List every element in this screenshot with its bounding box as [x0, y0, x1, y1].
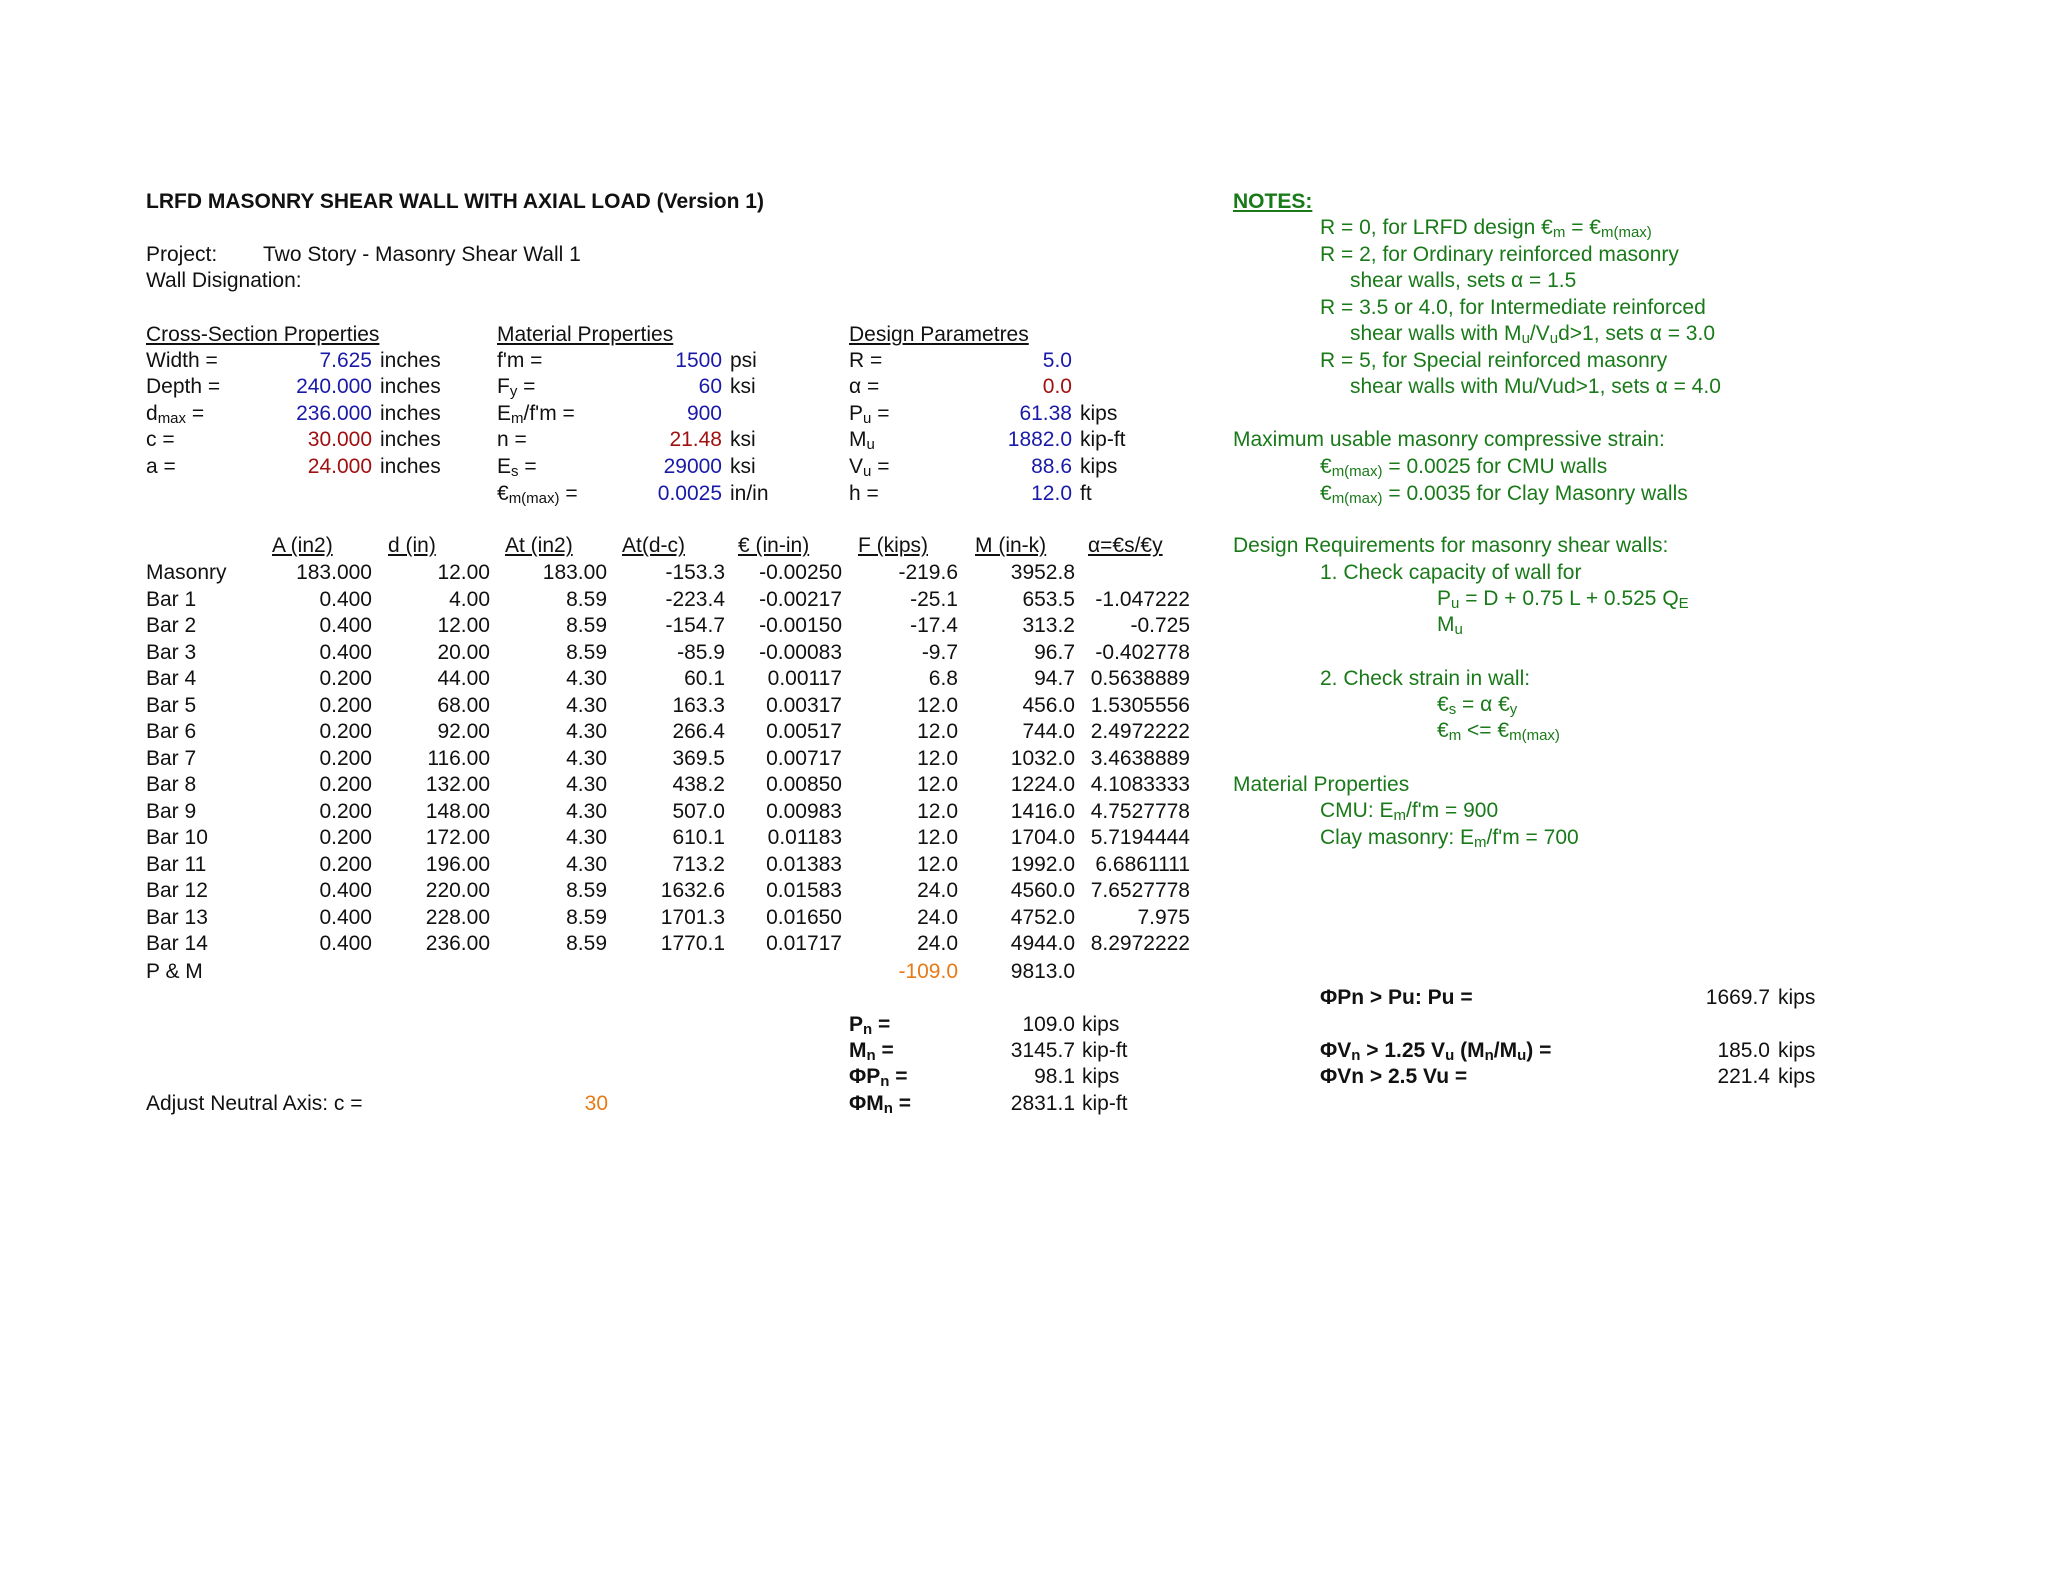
table-cell: 744.0 — [1022, 720, 1075, 743]
table-cell: 1770.1 — [660, 932, 725, 955]
table-cell: 116.00 — [427, 746, 490, 770]
table-cell: 236.00 — [425, 932, 490, 955]
table-row-label: Bar 4 — [146, 667, 197, 690]
table-cell: 4.00 — [449, 587, 490, 611]
table-cell: 0.200 — [319, 773, 372, 796]
n-label: n = — [497, 428, 527, 451]
em-max-unit: in/in — [730, 482, 769, 505]
table-cell: 24.0 — [917, 905, 958, 929]
table-cell: 44.00 — [437, 667, 490, 690]
requirement-1-mu: $M_u$ — [1437, 613, 1463, 638]
table-cell: 148.00 — [425, 799, 490, 823]
table-cell: 0.00317 — [766, 693, 842, 717]
table-cell: 6.6861111 — [1095, 852, 1190, 876]
table-cell: 1704.0 — [1010, 826, 1075, 849]
design-heading: Design Parametres — [849, 323, 1029, 346]
table-cell: 172.00 — [425, 826, 490, 849]
table-cell: 6.8 — [928, 667, 958, 690]
table-cell: 24.0 — [917, 879, 958, 902]
requirements-heading: Design Requirements for masonry shear walls: — [1233, 534, 1669, 557]
table-cell: -223.4 — [665, 587, 725, 611]
table-cell: 0.200 — [319, 667, 372, 690]
table-cell: -0.00217 — [759, 587, 842, 611]
table-cell: 12.0 — [917, 826, 958, 849]
table-cell: 1.5305556 — [1090, 693, 1190, 717]
notes-material-clay: Clay masonry: $E_m/f'm = 700$ — [1320, 826, 1579, 851]
table-cell: 4.7527778 — [1090, 799, 1190, 823]
es-unit: ksi — [730, 455, 756, 478]
strain-clay: $€_{m(max)} = 0.0035$ for Clay Masonry walls — [1320, 482, 1688, 507]
requirement-1-equation: $P_u = D + 0.75$ L + 0.525 $Q_E$ — [1437, 587, 1689, 612]
notes-material-cmu: CMU: $E_m/f'm = 900$ — [1320, 799, 1499, 824]
page-title: LRFD MASONRY SHEAR WALL WITH AXIAL LOAD (Version 1) — [146, 190, 764, 213]
adjust-neutral-axis-label: Adjust Neutral Axis: c = — [146, 1092, 363, 1115]
width-unit: inches — [380, 349, 441, 372]
table-row-label: Bar 13 — [146, 905, 208, 929]
table-cell: 0.200 — [319, 799, 372, 823]
table-cell: 12.0 — [917, 799, 958, 823]
table-row-label: Bar 7 — [146, 746, 197, 770]
table-cell: 0.00717 — [766, 746, 842, 770]
table-cell: 0.400 — [319, 932, 372, 955]
check-shear-1-unit: kips — [1778, 1039, 1816, 1062]
table-cell: 0.200 — [319, 852, 372, 876]
table-cell: -0.402778 — [1095, 640, 1190, 664]
pm-force: -109.0 — [898, 960, 958, 983]
table-cell: 8.59 — [566, 905, 607, 929]
es-label: $E_s$ = — [497, 455, 537, 480]
c-value: 30.000 — [307, 428, 372, 451]
fy-value[interactable]: 60 — [698, 375, 722, 398]
table-cell: 4.30 — [566, 720, 607, 743]
dmax-label: $d_{max}$ = — [146, 402, 205, 427]
table-cell: -25.1 — [910, 587, 958, 611]
mn-label: $M_n$ = — [849, 1039, 894, 1064]
table-header: F (kips) — [858, 534, 928, 557]
table-cell: 12.00 — [437, 614, 490, 637]
table-cell: -153.3 — [665, 561, 725, 584]
table-cell: 4.30 — [566, 667, 607, 690]
table-cell: 5.7194444 — [1090, 826, 1190, 849]
table-cell: 0.00117 — [767, 667, 842, 690]
phi-pn-unit: kips — [1082, 1065, 1120, 1088]
table-cell: 7.975 — [1137, 905, 1190, 929]
table-cell: 313.2 — [1022, 614, 1075, 637]
note-r0: R = 0, for LRFD design $€_m$ = $€_{m(max)}$ — [1320, 216, 1652, 241]
mn-unit: kip-ft — [1082, 1039, 1128, 1062]
table-cell: 0.400 — [319, 905, 372, 929]
width-label: Width = — [146, 349, 218, 372]
table-row-label: Bar 11 — [146, 852, 207, 876]
fy-label: $F_y$ = — [497, 375, 536, 400]
cross-section-heading: Cross-Section Properties — [146, 323, 380, 346]
dmax-value[interactable]: 236.000 — [296, 402, 372, 425]
pm-label: P & M — [146, 960, 203, 983]
table-cell: 0.5638889 — [1090, 667, 1190, 690]
table-cell: 8.59 — [566, 879, 607, 902]
alpha-label: α = — [849, 375, 880, 398]
table-row-label: Bar 6 — [146, 720, 197, 743]
em-ratio-label: $E_m/f'm$ = — [497, 402, 575, 427]
table-cell: 1032.0 — [1010, 746, 1075, 770]
table-row-label: Bar 3 — [146, 640, 197, 664]
project-value[interactable]: Two Story - Masonry Shear Wall 1 — [263, 243, 581, 266]
table-cell: -0.00150 — [759, 614, 842, 637]
note-r5-line1: R = 5, for Special reinforced masonry — [1320, 349, 1668, 372]
table-cell: 4.30 — [566, 693, 607, 717]
pu-unit: kips — [1080, 402, 1118, 425]
table-row-label: Bar 12 — [146, 879, 208, 902]
c-label: c = — [146, 428, 175, 451]
adjust-neutral-axis-input[interactable]: 30 — [584, 1092, 608, 1115]
requirement-1: 1. Check capacity of wall for — [1320, 561, 1582, 584]
fy-unit: ksi — [730, 375, 756, 398]
table-cell: -85.9 — [677, 640, 725, 664]
table-cell: 1701.3 — [660, 905, 725, 929]
n-value: 21.48 — [669, 428, 722, 451]
check-shear-2-unit: kips — [1778, 1065, 1816, 1088]
strain-cmu: $€_{m(max)} = 0.0025$ for CMU walls — [1320, 455, 1608, 480]
table-cell: 4.30 — [566, 799, 607, 823]
table-cell: 653.5 — [1022, 587, 1075, 611]
phi-mn-label: $\Phi M_n$ = — [849, 1092, 912, 1117]
table-cell: 1416.0 — [1010, 799, 1075, 823]
table-cell: 0.200 — [319, 826, 372, 849]
table-cell: 183.000 — [296, 561, 372, 584]
mu-unit: kip-ft — [1080, 428, 1126, 451]
table-cell: 8.59 — [566, 587, 607, 611]
table-cell: 1992.0 — [1010, 852, 1075, 876]
table-cell: 94.7 — [1034, 667, 1075, 690]
mu-value[interactable]: 1882.0 — [1007, 428, 1072, 451]
table-cell: 0.00850 — [766, 773, 842, 796]
table-cell: 12.0 — [917, 852, 958, 876]
a-unit: inches — [380, 455, 441, 478]
check-axial-value: 1669.7 — [1705, 986, 1770, 1009]
note-r35-line1: R = 3.5 or 4.0, for Intermediate reinforced — [1320, 296, 1706, 319]
table-cell: 2.4972222 — [1090, 720, 1190, 743]
table-cell: 12.0 — [917, 720, 958, 743]
pn-value: 109.0 — [1022, 1013, 1075, 1036]
table-cell: -0.00083 — [759, 640, 842, 664]
r-label: R = — [849, 349, 883, 372]
table-cell: 0.400 — [319, 587, 372, 611]
table-cell: 12.0 — [917, 746, 958, 770]
table-header: At(d-c) — [622, 534, 685, 557]
table-cell: -9.7 — [921, 640, 958, 664]
table-cell: 0.200 — [319, 720, 372, 743]
check-shear-2-label: ΦVn > 2.5 Vu = — [1320, 1065, 1468, 1088]
fm-value[interactable]: 1500 — [675, 349, 722, 372]
table-cell: 4752.0 — [1010, 905, 1075, 929]
table-cell: 8.59 — [566, 932, 607, 955]
em-ratio-value[interactable]: 900 — [686, 402, 722, 425]
table-cell: 456.0 — [1022, 693, 1075, 717]
table-cell: 163.3 — [672, 693, 725, 717]
check-axial-label: ΦPn > Pu: Pu = — [1320, 986, 1473, 1009]
h-label: h = — [849, 482, 879, 505]
table-header: € (in-in) — [738, 534, 810, 557]
depth-label: Depth = — [146, 375, 221, 398]
note-r2-line2: shear walls, sets α = 1.5 — [1350, 269, 1577, 292]
table-cell: -219.6 — [898, 561, 958, 584]
table-header: At (in2) — [505, 534, 573, 557]
alpha-value: 0.0 — [1042, 375, 1072, 398]
n-unit: ksi — [730, 428, 756, 451]
table-header: M (in-k) — [975, 534, 1047, 557]
strain-heading: Maximum usable masonry compressive strain: — [1233, 428, 1665, 451]
requirement-2: 2. Check strain in wall: — [1320, 667, 1531, 690]
table-cell: 12.0 — [917, 773, 958, 796]
table-header: d (in) — [388, 534, 436, 557]
phi-pn-value: 98.1 — [1034, 1065, 1075, 1088]
table-cell: 24.0 — [917, 932, 958, 955]
table-cell: 1224.0 — [1010, 773, 1075, 796]
table-cell: 4944.0 — [1010, 932, 1075, 955]
table-cell: 0.01183 — [767, 826, 842, 849]
phi-mn-unit: kip-ft — [1082, 1092, 1128, 1115]
table-cell: 0.400 — [319, 640, 372, 664]
table-cell: 0.01650 — [766, 905, 842, 929]
table-cell: 96.7 — [1034, 640, 1075, 664]
notes-material-heading: Material Properties — [1233, 773, 1410, 796]
table-cell: 3952.8 — [1010, 561, 1075, 584]
vu-label: $V_u$ = — [849, 455, 890, 480]
table-cell: 3.4638889 — [1090, 746, 1190, 770]
pn-label: $P_n$ = — [849, 1013, 891, 1038]
table-cell: 713.2 — [672, 852, 725, 876]
pm-moment: 9813.0 — [1010, 960, 1075, 983]
table-row-label: Bar 8 — [146, 773, 197, 796]
table-cell: -0.00250 — [759, 561, 842, 584]
table-row-label: Bar 1 — [146, 587, 197, 611]
note-r2-line1: R = 2, for Ordinary reinforced masonry — [1320, 243, 1679, 266]
vu-unit: kips — [1080, 455, 1118, 478]
table-cell: -154.7 — [665, 614, 725, 637]
table-cell: 266.4 — [672, 720, 725, 743]
table-cell: 8.2972222 — [1090, 932, 1190, 955]
pu-label: $P_u$ = — [849, 402, 890, 427]
table-cell: 132.00 — [425, 773, 490, 796]
table-cell: 0.400 — [319, 614, 372, 637]
pu-value[interactable]: 61.38 — [1019, 402, 1072, 425]
project-label: Project: — [146, 243, 218, 266]
mn-value: 3145.7 — [1010, 1039, 1075, 1062]
phi-mn-value: 2831.1 — [1010, 1092, 1075, 1115]
table-cell: 196.00 — [425, 852, 490, 876]
vu-value[interactable]: 88.6 — [1031, 455, 1072, 478]
table-cell: 369.5 — [672, 746, 725, 770]
fm-label: f'm = — [497, 349, 543, 372]
phi-pn-label: $\Phi P_n$ = — [849, 1065, 908, 1090]
note-r5-line2: shear walls with Mu/Vud>1, sets α = 4.0 — [1350, 375, 1721, 398]
requirement-2-eq2: $€_m$ <= $€_{m(max)}$ — [1437, 719, 1560, 744]
table-row-label: Masonry — [146, 561, 227, 584]
table-cell: 0.400 — [319, 879, 372, 902]
table-cell: 8.59 — [566, 614, 607, 637]
a-label: a = — [146, 455, 176, 478]
table-cell: 610.1 — [672, 826, 725, 849]
table-cell: 4.30 — [566, 826, 607, 849]
table-cell: 7.6527778 — [1090, 879, 1190, 902]
depth-unit: inches — [380, 375, 441, 398]
table-cell: 220.00 — [425, 879, 490, 902]
table-header: A (in2) — [272, 534, 333, 557]
note-r35-line2: shear walls with $M_u/V_ud>1$, sets α = 3.0 — [1350, 322, 1715, 347]
table-cell: 12.00 — [437, 561, 490, 584]
table-cell: 68.00 — [437, 693, 490, 717]
table-cell: 438.2 — [672, 773, 725, 796]
h-value[interactable]: 12.0 — [1031, 482, 1072, 505]
table-cell: 4560.0 — [1010, 879, 1075, 902]
r-value[interactable]: 5.0 — [1042, 349, 1072, 372]
table-row-label: Bar 14 — [146, 932, 208, 955]
a-value: 24.000 — [307, 455, 372, 478]
table-row-label: Bar 9 — [146, 799, 197, 823]
material-heading: Material Properties — [497, 323, 674, 346]
check-axial-unit: kips — [1778, 986, 1816, 1009]
depth-value[interactable]: 240.000 — [296, 375, 372, 398]
mu-label: $M_u$ — [849, 428, 875, 453]
table-cell: 20.00 — [437, 640, 490, 664]
table-cell: 0.01583 — [766, 879, 842, 902]
table-cell: 0.00983 — [766, 799, 842, 823]
check-shear-1-label: $\Phi V_n > 1.25$ $V_u$ $(M_n/M_u)$ = — [1320, 1039, 1552, 1064]
table-cell: 0.00517 — [766, 720, 842, 743]
table-cell: -17.4 — [910, 614, 958, 637]
table-row-label: Bar 10 — [146, 826, 208, 849]
table-cell: 4.30 — [566, 773, 607, 796]
table-cell: 1632.6 — [660, 879, 725, 902]
table-cell: 0.200 — [319, 746, 372, 770]
table-row-label: Bar 5 — [146, 693, 197, 717]
table-row-label: Bar 2 — [146, 614, 197, 637]
table-cell: 92.00 — [437, 720, 490, 743]
table-cell: 4.30 — [566, 852, 607, 876]
table-cell: 12.0 — [917, 693, 958, 717]
table-cell: 0.01383 — [766, 852, 842, 876]
table-cell: 507.0 — [672, 799, 725, 823]
check-shear-2-value: 221.4 — [1717, 1065, 1770, 1088]
h-unit: ft — [1080, 482, 1092, 505]
notes-heading: NOTES: — [1233, 190, 1313, 213]
dmax-unit: inches — [380, 402, 441, 425]
table-cell: -0.725 — [1130, 614, 1190, 637]
wall-designation-label: Wall Disignation: — [146, 269, 302, 292]
table-cell: 4.1083333 — [1090, 773, 1190, 796]
width-value[interactable]: 7.625 — [319, 349, 372, 372]
table-cell: 228.00 — [425, 905, 490, 929]
table-header: α=€s/€y — [1088, 534, 1163, 557]
em-max-label: $€_{m(max)}$ = — [497, 482, 578, 507]
table-cell: 183.00 — [542, 561, 607, 584]
table-cell: 4.30 — [566, 746, 607, 770]
em-max-value[interactable]: 0.0025 — [657, 482, 722, 505]
c-unit: inches — [380, 428, 441, 451]
table-cell: 0.01717 — [766, 932, 842, 955]
table-cell: 0.200 — [319, 693, 372, 717]
requirement-2-eq1: $€_s = \alpha$ $€_y$ — [1437, 693, 1518, 718]
table-cell: 8.59 — [566, 640, 607, 664]
table-cell: 60.1 — [684, 667, 725, 690]
check-shear-1-value: 185.0 — [1717, 1039, 1770, 1062]
es-value[interactable]: 29000 — [663, 455, 722, 478]
pn-unit: kips — [1082, 1013, 1120, 1036]
fm-unit: psi — [730, 349, 757, 372]
table-cell: -1.047222 — [1095, 587, 1190, 611]
